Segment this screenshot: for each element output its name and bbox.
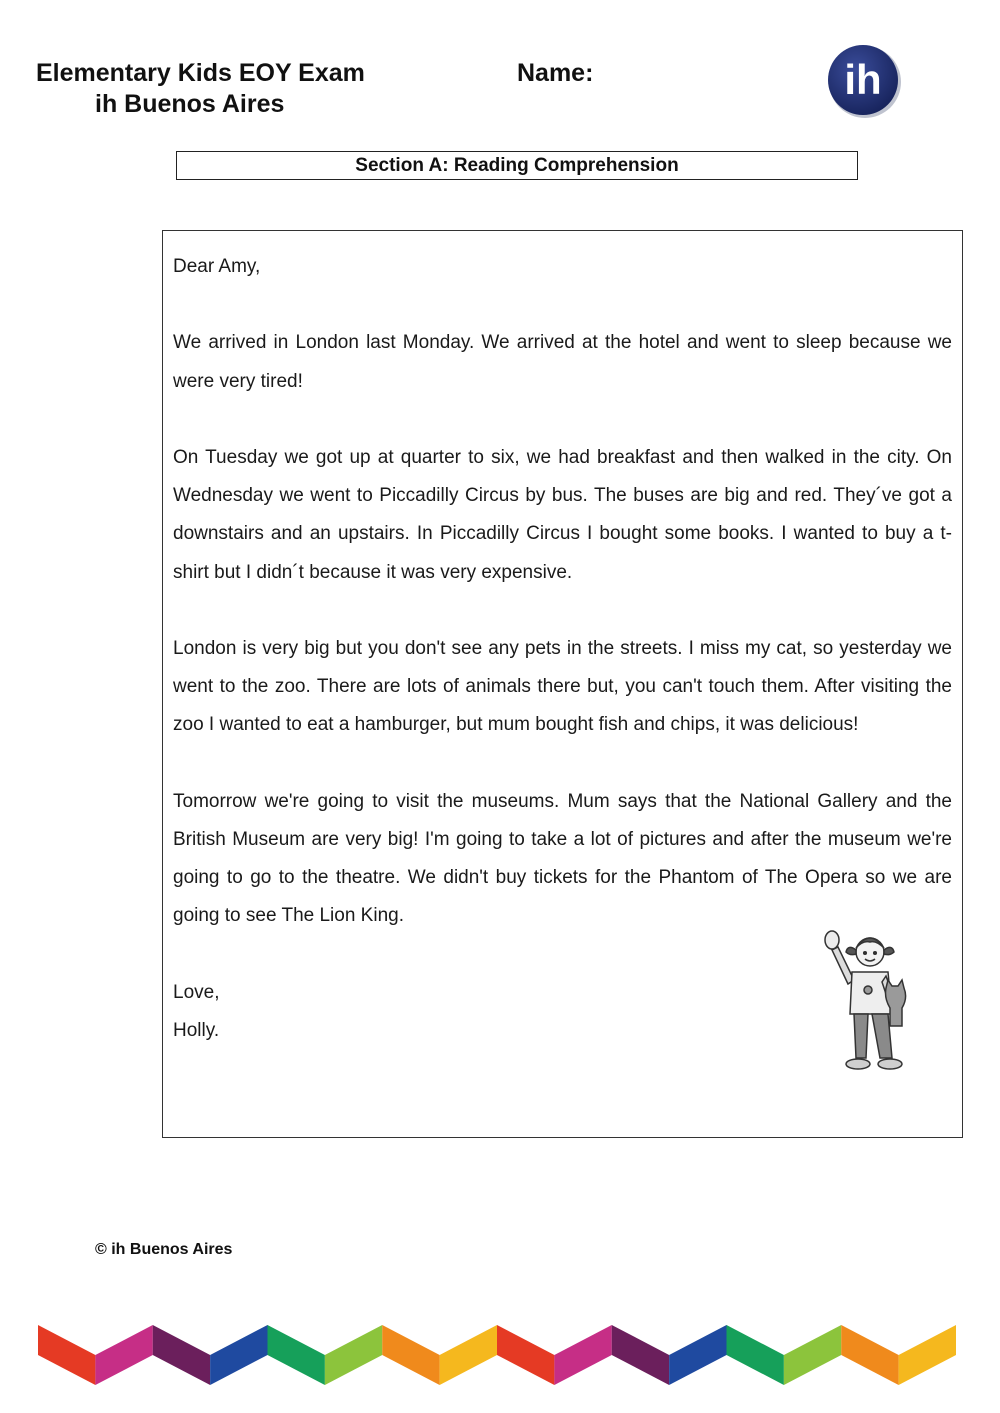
letter-closing: Love,	[173, 981, 220, 1003]
zigzag-segment	[38, 1325, 95, 1385]
zigzag-segment	[784, 1325, 841, 1385]
zigzag-segment	[497, 1325, 554, 1385]
ih-logo	[826, 43, 902, 119]
zigzag-segment	[325, 1325, 382, 1385]
zigzag-segment	[899, 1325, 956, 1385]
zigzag-segment	[440, 1325, 497, 1385]
zigzag-segment	[727, 1325, 784, 1385]
zigzag-segment	[669, 1325, 726, 1385]
copyright-notice: © ih Buenos Aires	[95, 1241, 233, 1258]
zigzag-segment	[841, 1325, 898, 1385]
zigzag-segment	[210, 1325, 267, 1385]
letter-signature: Holly.	[173, 1019, 220, 1041]
exam-title: Elementary Kids EOY Exam	[36, 59, 365, 87]
section-title: Section A: Reading Comprehension	[176, 151, 858, 180]
zigzag-segment	[554, 1325, 611, 1385]
letter-paragraph: On Tuesday we got up at quarter to six, we had breakfast and then walked in the city. On Wednesday we went to Piccadilly Circus by bus. The buses are big and red. They´ve got a downstairs and an upstairs. In Piccadilly Circus I bought some books. I wanted to buy a t-shirt but I didn´t because it was very expensive.	[173, 446, 952, 583]
zigzag-segment	[268, 1325, 325, 1385]
letter-paragraph: We arrived in London last Monday. We arrived at the hotel and went to sleep because we were very tired!	[173, 332, 952, 392]
zigzag-segment	[382, 1325, 439, 1385]
logo-text: ih	[844, 56, 882, 103]
decorative-zigzag-border	[0, 1310, 1000, 1400]
zigzag-segment	[95, 1325, 152, 1385]
zigzag-segment	[153, 1325, 210, 1385]
girl-waving-illustration	[818, 922, 914, 1074]
zigzag-segment	[612, 1325, 669, 1385]
school-name: ih Buenos Aires	[95, 90, 285, 118]
letter-paragraph: Tomorrow we're going to visit the museums. Mum says that the National Gallery and the British Museum are very big! I'm going to take a lot of pictures and after the museum we're going to go to the theatre. We didn't buy tickets for the Phantom of The Opera so we are going to see The Lion King.	[173, 790, 952, 927]
letter-greeting: Dear Amy,	[173, 256, 261, 277]
name-label: Name:	[517, 59, 594, 87]
letter-paragraph: London is very big but you don't see any pets in the streets. I miss my cat, so yesterday we went to the zoo. There are lots of animals there but, you can't touch them. After visiting the zoo I wanted to eat a hamburger, but mum bought fish and chips, it was delicious!	[173, 637, 952, 736]
